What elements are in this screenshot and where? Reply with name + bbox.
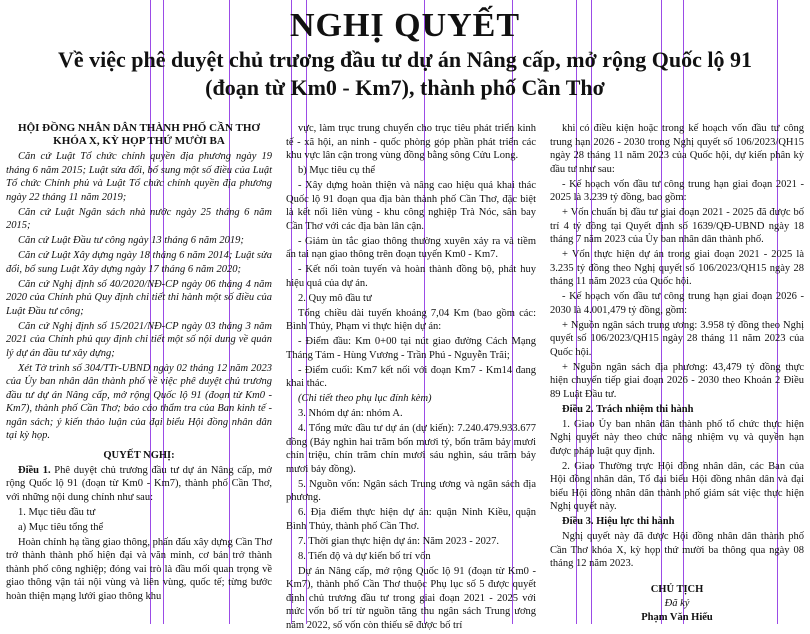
paragraph: vực, làm trục trung chuyển cho trục tiêu phát triển kinh tế - xã hội, an ninh - quốc phòng góp phần phát triển các khu vực lân cận trong vùng đồng bằng sông Cửu Long. — [286, 123, 536, 161]
article-3-label: Điều 3. — [562, 516, 594, 527]
paragraph: Dự án Nâng cấp, mở rộng Quốc lộ 91 (đoạn từ Km0 - Km7), thành phố Cần Thơ thuộc Phụ lục số 5 được quyết định chủ trương đầu tư trong giai đoạn 2021 - 2025 với mức vốn bố trí từ nguồn tăng thu ngân sách Trung ương năm 2022, số vốn còn thiếu sẽ được bố trí — [286, 565, 536, 631]
paragraph: + Nguồn ngân sách địa phương: 43,479 tỷ đồng thực hiện chuyển tiếp giai đoạn 2026 - 2030 theo Khoản 2 Điều 89 Luật Đầu tư. — [550, 361, 804, 400]
article-2-heading — [550, 403, 804, 417]
article-2-item: 2. Giao Thường trực Hội đồng nhân dân, các Ban của Hội đồng nhân dân, Tổ đại biểu Hội đồng nhân dân và đại biểu Hội đồng nhân dân thành phố giám sát việc thực hiện Nghị quyết này. — [550, 460, 804, 512]
paragraph: 7. Thời gian thực hiện dự án: Năm 2023 - 2027. — [298, 535, 500, 547]
legal-basis: Căn cứ Luật Tổ chức chính quyền địa phương ngày 19 tháng 6 năm 2015; Luật sửa đổi, bổ sung một số điều của Luật Tổ chức Chính phủ và Luật Tổ chức chính quyền địa phương ngày 22 tháng 11 năm 2019; — [6, 151, 272, 203]
paragraph: - Kế hoạch vốn đầu tư công trung hạn giai đoạn 2026 - 2030 là 4.001,479 tỷ đồng, gồm: — [550, 291, 804, 316]
paragraph: Tổng chiều dài tuyến khoảng 7,04 Km (bao gồm các: Bình Thủy, Phạm vi thực hiện dự án: — [286, 307, 536, 332]
paragraph: khi có điều kiện hoặc trong kế hoạch vốn đầu tư công trung hạn 2026 - 2030 trong Nghị quyết số 106/2023/QH15 ngày 28 tháng 11 năm 2023 của Quốc hội, dự kiến phân kỳ đầu tư như sau: — [550, 123, 804, 175]
article-1-text: Phê duyệt chủ trương đầu tư dự án Nâng cấp, mở rộng Quốc lộ 91 (đoạn từ Km0 - Km7), thành phố Cần Thơ, với những nội dung chính như sau: — [6, 464, 272, 503]
legal-basis: Căn cứ Nghị định số 40/2020/NĐ-CP ngày 06 tháng 4 năm 2020 của Chính phủ Quy định chi tiết thi hành một số điều của Luật Đầu tư công; — [6, 278, 272, 317]
paragraph: 6. Địa điểm thực hiện dự án: quận Ninh Kiều, quận Bình Thủy, thành phố Cần Thơ. — [286, 507, 536, 532]
paragraph: 8. Tiến độ và dự kiến bố trí vốn — [298, 550, 431, 562]
council-header — [6, 122, 272, 148]
council-session: KHÓA X, KỲ HỌP THỨ MƯỜI BA — [53, 135, 225, 147]
paragraph: b) Mục tiêu cụ thể — [298, 165, 375, 176]
item-1-heading: 1. Mục tiêu đầu tư — [18, 506, 96, 518]
legal-basis: Căn cứ Luật Ngân sách nhà nước ngày 25 tháng 6 năm 2015; — [6, 206, 272, 231]
signature-name: Phạm Văn Hiếu — [641, 611, 713, 623]
article-3-text: Nghị quyết này đã được Hội đồng nhân dân thành phố Cần Thơ khóa X, kỳ họp thứ mười ba thông qua ngày 08 tháng 12 năm 2023. — [550, 531, 804, 569]
paragraph: - Giảm ùn tắc giao thông thường xuyên xảy ra và tiềm ẩn tai nạn giao thông trên đoạn tuyến Km0 - Km7. — [286, 235, 536, 260]
appendix-note: (Chi tiết theo phụ lục đính kèm) — [298, 393, 432, 404]
subtitle-line-1: Về việc phê duyệt chủ trương đầu tư dự án Nâng cấp, mở rộng Quốc lộ 91 — [57, 47, 753, 72]
signature-block — [550, 583, 804, 625]
paragraph: - Điểm cuối: Km7 kết nối với đoạn Km7 - Km14 đang khai thác. — [286, 364, 536, 389]
paragraph: - Xây dựng hoàn thiện và nâng cao hiệu quả khai thác Quốc lộ 91 đoạn qua địa bàn thành phố Cần Thơ, đặc biệt là kết nối liên vùng - khu công nghiệp Trà Nóc, sân bay Cần Thơ với các địa bàn lân cận. — [286, 180, 536, 232]
article-1-label: Điều 1. — [18, 464, 51, 476]
legal-basis: Căn cứ Luật Đầu tư công ngày 13 tháng 6 năm 2019; — [18, 235, 244, 246]
paragraph: - Điểm đầu: Km 0+00 tại nút giao đường Cách Mạng Tháng Tám - Hùng Vương - Trần Phú - Nguyễn Trãi; — [286, 336, 536, 361]
article-2-title: Trách nhiệm thi hành — [595, 403, 694, 415]
paragraph: 3. Nhóm dự án: nhóm A. — [298, 408, 403, 419]
legal-basis: Căn cứ Nghị định số 15/2021/NĐ-CP ngày 03 tháng 3 năm 2021 của Chính phủ quy định chi tiết một số nội dung về quản lý dự án đầu tư xây dựng; — [6, 320, 272, 359]
article-3-title: Hiệu lực thi hành — [596, 516, 675, 527]
page-subtitle — [40, 46, 770, 102]
column-3 — [550, 122, 804, 625]
paragraph: 5. Nguồn vốn: Ngân sách Trung ương và ngân sách địa phương. — [286, 478, 536, 503]
legal-basis: Căn cứ Luật Xây dựng ngày 18 tháng 6 năm 2014; Luật sửa đổi, bổ sung Luật Xây dựng ngày 17 tháng 6 năm 2020; — [6, 250, 272, 275]
paragraph: + Vốn thực hiện dự án trong giai đoạn 2021 - 2025 là 3.235 tỷ đồng theo Nghị quyết số 106/2023/QH15 ngày 28 tháng 11 năm 2023 của Quốc hội. — [550, 249, 804, 287]
paragraph: 2. Quy mô đầu tư — [298, 292, 372, 304]
subtitle-line-2: (đoạn từ Km0 - Km7), thành phố Cần Thơ — [205, 75, 605, 100]
article-2-item: 1. Giao Ủy ban nhân dân thành phố tổ chức thực hiện Nghị quyết này theo chức năng nhiệm vụ và quyền hạn được pháp luật quy định. — [550, 418, 804, 457]
decision-heading: QUYẾT NGHỊ: — [103, 449, 175, 461]
paragraph: 4. Tổng mức đầu tư dự án (dự kiến): 7.240.479.933.677 đồng (Bảy nghìn hai trăm bốn mươi tỷ, bốn trăm bảy mươi chín triệu, chín trăm chín mươi sáu nghìn, sáu trăm bảy mươi bảy đồng). — [286, 423, 536, 475]
paragraph: + Nguồn ngân sách trung ương: 3.958 tỷ đồng theo Nghị quyết số 106/2023/QH15 ngày 28 tháng 11 năm 2023 của Quốc hội. — [550, 319, 804, 358]
paragraph: - Kế hoạch vốn đầu tư công trung hạn giai đoạn 2021 - 2025 là 3.239 tỷ đồng, bao gồm: — [550, 178, 804, 203]
column-2 — [286, 122, 536, 634]
column-1 — [6, 122, 272, 605]
item-1a-heading: a) Mục tiêu tổng thể — [18, 521, 104, 533]
article-2-label: Điều 2. — [562, 403, 594, 415]
paragraph: + Vốn chuẩn bị đầu tư giai đoạn 2021 - 2025 đã được bố trí 4 tỷ đồng tại Quyết định số 1639/QĐ-UBND ngày 18 tháng 7 năm 2023 của Ủy ban nhân dân thành phố. — [550, 207, 804, 245]
legal-basis: Xét Tờ trình số 304/TTr-UBND ngày 02 tháng 12 năm 2023 của Ủy ban nhân dân thành phố về việc phê duyệt chủ trương đầu tư dự án Nâng cấp, mở rộng Quốc lộ 91 (đoạn từ Km0 - Km7), thành phố Cần Thơ; báo cáo thẩm tra của Ban kinh tế - ngân sách; ý kiến thảo luận của đại biểu Hội đồng nhân dân tại kỳ họp. — [6, 362, 272, 441]
signature-signed: Đã ký — [664, 597, 690, 609]
council-name: HỘI ĐỒNG NHÂN DÂN THÀNH PHỐ CẦN THƠ — [18, 122, 260, 134]
article-3-heading — [550, 515, 804, 529]
signature-position: CHỦ TỊCH — [650, 583, 704, 595]
article-1 — [6, 464, 272, 505]
item-1a-text: Hoàn chỉnh hạ tầng giao thông, phấn đấu xây dựng Cần Thơ trở thành thành phố hiện đại và văn minh, cơ bản trở thành thành phố công nghiệp; đóng vai trò là đầu mối quan trọng về giao thông vận tải nội vùng và liên vùng, quốc tế; từng bước hoàn thiện mạng lưới giao thông khu — [6, 536, 272, 602]
page-title: NGHỊ QUYẾT — [289, 7, 521, 44]
paragraph: - Kết nối toàn tuyến và hoàn thành đồng bộ, phát huy hiệu quả của dự án. — [286, 264, 536, 289]
